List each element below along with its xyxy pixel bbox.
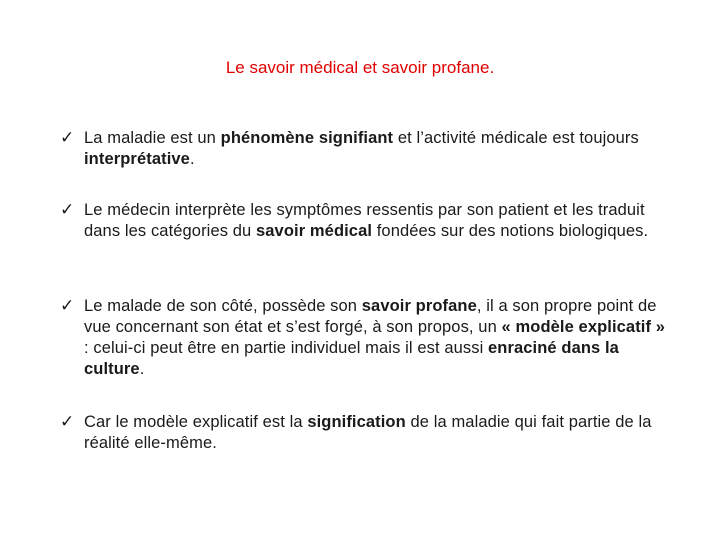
bullet-text: [84, 128, 674, 170]
checkmark-icon: ✓: [60, 296, 75, 316]
bullet-text: [84, 296, 674, 380]
text-run: Car le modèle explicatif est la: [84, 413, 308, 431]
checkmark-icon: ✓: [60, 128, 75, 148]
bullet-text: [84, 200, 674, 242]
text-run: .: [139, 360, 145, 378]
bold-text-run: interprétative: [84, 150, 190, 168]
text-run: : celui-ci peut être en partie individuel mais il est aussi: [84, 339, 489, 357]
bold-text-run: phénomène signifiant: [220, 129, 394, 147]
bold-text-run: savoir médical: [256, 222, 373, 240]
text-run: Le médecin interprète les symptômes ressentis par son patient et les traduit dans les catégories du: [84, 201, 645, 240]
text-run: fondées sur des notions biologiques.: [372, 222, 649, 240]
text-run: , il a son propre point de vue concernant son état et s’est forgé, à son propos, un: [84, 297, 657, 336]
bold-text-run: enraciné dans la culture: [84, 339, 619, 378]
bold-text-run: « modèle explicatif »: [501, 318, 666, 336]
text-run: La maladie est un: [84, 129, 221, 147]
bold-text-run: signification: [307, 413, 406, 431]
slide-title: Le savoir médical et savoir profane.: [225, 58, 495, 77]
text-run: .: [189, 150, 195, 168]
text-run: et l’activité médicale est toujours: [393, 129, 639, 147]
text-run: de la maladie qui fait partie de la réalité elle-même.: [84, 413, 652, 452]
bold-text-run: savoir profane: [361, 297, 477, 315]
checkmark-icon: ✓: [60, 200, 75, 220]
text-run: Le malade de son côté, possède son: [84, 297, 362, 315]
bullet-text: [84, 412, 674, 454]
checkmark-icon: ✓: [60, 412, 75, 432]
